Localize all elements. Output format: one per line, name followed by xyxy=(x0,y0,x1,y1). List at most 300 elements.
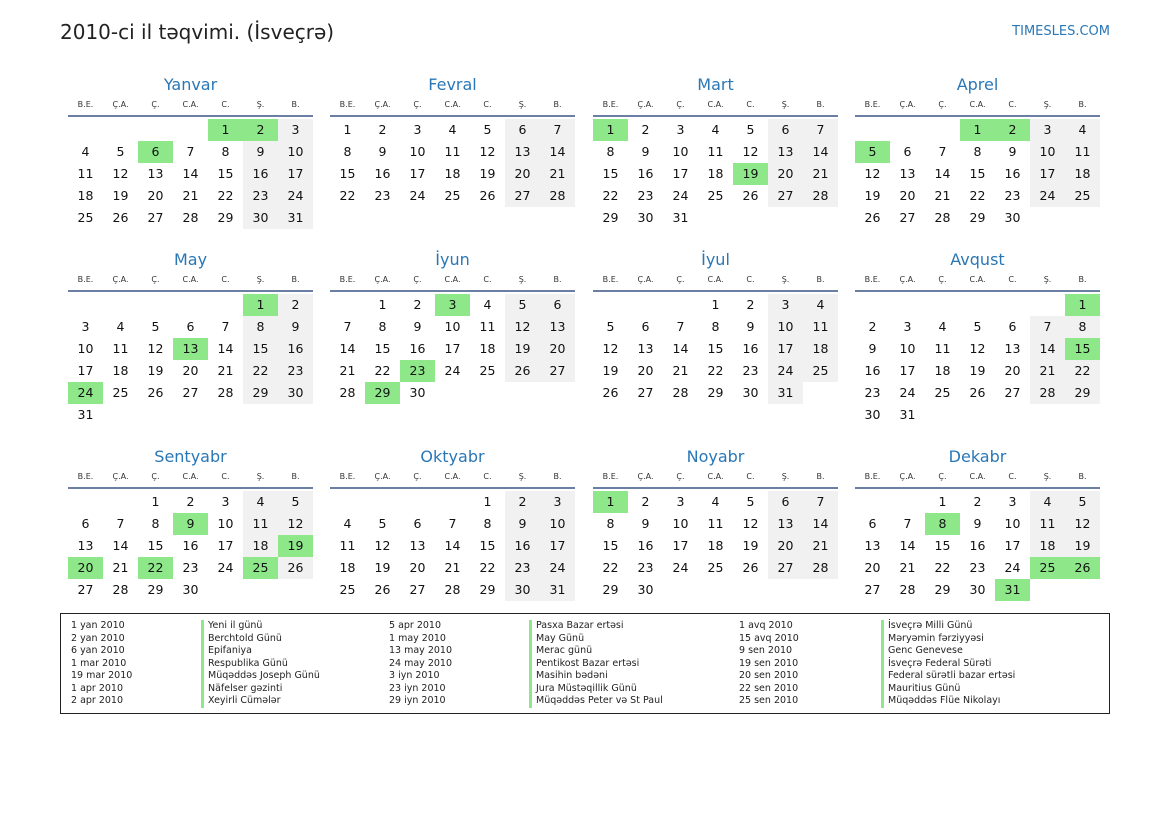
weekday-label: Ş. xyxy=(1043,472,1052,481)
day-cell: 8 xyxy=(973,144,982,159)
day-cell: 8 xyxy=(606,144,615,159)
legend-date: 1 mar 2010 xyxy=(71,657,127,669)
day-cell: 3 xyxy=(278,119,313,141)
day-cell: 30 xyxy=(505,579,540,601)
day-cell: 15 xyxy=(147,538,164,553)
day-cell: 7 xyxy=(448,516,457,531)
weekday-label: Ç. xyxy=(938,100,947,109)
weekday-label: Ş. xyxy=(518,275,527,284)
weekday-label: C.A. xyxy=(444,100,461,109)
day-cell: 11 xyxy=(77,166,94,181)
weekday-label: C. xyxy=(1008,472,1017,481)
day-cell: 16 xyxy=(505,535,540,557)
holiday-day-cell: 2 xyxy=(995,119,1030,141)
holiday-day-cell: 3 xyxy=(435,294,470,316)
day-cell: 3 xyxy=(221,494,230,509)
day-cell: 4 xyxy=(938,319,947,334)
day-cell: 31 xyxy=(768,382,803,404)
day-cell: 28 xyxy=(217,385,234,400)
weekday-header xyxy=(855,100,1100,112)
day-cell: 4 xyxy=(711,494,720,509)
day-cell: 10 xyxy=(672,144,689,159)
day-cell: 8 xyxy=(378,319,387,334)
day-cell: 20 xyxy=(540,338,575,360)
day-cell: 31 xyxy=(278,207,313,229)
day-cell: 22 xyxy=(602,560,619,575)
day-cell: 22 xyxy=(339,188,356,203)
legend-holiday-name: Berchtold Günü xyxy=(201,633,320,646)
day-cell: 8 xyxy=(606,516,615,531)
month-rule xyxy=(330,290,575,292)
day-cell: 5 xyxy=(746,122,755,137)
day-cell: 29 xyxy=(1065,382,1100,404)
day-cell: 19 xyxy=(742,538,759,553)
day-cell: 30 xyxy=(278,382,313,404)
weekday-label: Ş. xyxy=(518,100,527,109)
day-cell: 7 xyxy=(938,144,947,159)
day-cell: 14 xyxy=(803,513,838,535)
month-name: Avqust xyxy=(950,250,1005,269)
holiday-day-cell: 29 xyxy=(365,382,400,404)
day-cell: 24 xyxy=(540,557,575,579)
day-cell: 6 xyxy=(81,516,90,531)
day-cell: 1 xyxy=(343,122,352,137)
day-cell: 10 xyxy=(217,516,234,531)
weekday-header xyxy=(68,275,313,287)
day-cell: 5 xyxy=(505,294,540,316)
day-cell: 23 xyxy=(505,557,540,579)
day-cell: 12 xyxy=(602,341,619,356)
weekday-label: Ş. xyxy=(781,275,790,284)
day-cell: 10 xyxy=(672,516,689,531)
day-cell: 5 xyxy=(606,319,615,334)
day-cell: 3 xyxy=(81,319,90,334)
weekday-label: C. xyxy=(483,100,492,109)
legend-date: 22 sen 2010 xyxy=(739,682,799,694)
day-cell: 25 xyxy=(803,360,838,382)
day-cell: 30 xyxy=(637,210,654,225)
day-cell: 18 xyxy=(243,535,278,557)
weekday-label: Ç.A. xyxy=(899,275,916,284)
day-cell: 22 xyxy=(602,188,619,203)
day-cell: 4 xyxy=(803,294,838,316)
day-cell: 4 xyxy=(448,122,457,137)
day-cell: 29 xyxy=(602,210,619,225)
day-cell: 27 xyxy=(899,210,916,225)
day-cell: 29 xyxy=(969,210,986,225)
day-cell: 31 xyxy=(77,407,94,422)
legend-date: 2 apr 2010 xyxy=(71,695,124,706)
day-cell: 12 xyxy=(505,316,540,338)
day-cell: 26 xyxy=(147,385,164,400)
weekday-label: Ç.A. xyxy=(637,275,654,284)
day-cell: 25 xyxy=(479,363,496,378)
legend-holiday-name: Masihin bədəni xyxy=(529,670,663,683)
day-cell: 15 xyxy=(374,341,391,356)
weekday-label: B. xyxy=(1078,472,1087,481)
day-cell: 10 xyxy=(77,341,94,356)
weekday-header xyxy=(593,100,838,112)
day-cell: 9 xyxy=(641,516,650,531)
weekday-header xyxy=(330,100,575,112)
day-cell: 28 xyxy=(899,582,916,597)
day-cell: 10 xyxy=(409,144,426,159)
day-cell: 16 xyxy=(637,538,654,553)
day-cell: 27 xyxy=(147,210,164,225)
day-cell: 28 xyxy=(803,185,838,207)
weekday-label: Ç. xyxy=(151,100,160,109)
day-cell: 26 xyxy=(278,557,313,579)
weekday-label: Ş. xyxy=(1043,275,1052,284)
month-name: Sentyabr xyxy=(154,447,227,466)
legend-date: 2 yan 2010 xyxy=(71,632,125,644)
day-cell: 24 xyxy=(444,363,461,378)
day-cell: 8 xyxy=(483,516,492,531)
weekday-label: C.A. xyxy=(969,100,986,109)
day-cell: 21 xyxy=(1030,360,1065,382)
day-cell: 25 xyxy=(934,385,951,400)
weekday-label: B. xyxy=(553,275,562,284)
day-cell: 21 xyxy=(112,560,129,575)
day-cell: 18 xyxy=(77,188,94,203)
day-cell: 25 xyxy=(707,188,724,203)
holiday-day-cell: 20 xyxy=(68,557,103,579)
day-cell: 17 xyxy=(278,163,313,185)
weekday-label: C.A. xyxy=(969,275,986,284)
day-cell: 25 xyxy=(707,560,724,575)
day-cell: 31 xyxy=(899,407,916,422)
weekday-label: Ç. xyxy=(676,472,685,481)
day-cell: 27 xyxy=(864,582,881,597)
day-cell: 12 xyxy=(479,144,496,159)
day-cell: 12 xyxy=(864,166,881,181)
month-name: May xyxy=(173,250,208,269)
day-cell: 26 xyxy=(742,188,759,203)
holiday-day-cell: 1 xyxy=(1065,294,1100,316)
weekday-label: Ş. xyxy=(256,472,265,481)
day-cell: 1 xyxy=(151,494,160,509)
weekday-label: C. xyxy=(1008,100,1017,109)
day-cell: 3 xyxy=(768,294,803,316)
day-cell: 10 xyxy=(444,319,461,334)
month-rule xyxy=(68,487,313,489)
day-cell: 13 xyxy=(409,538,426,553)
holiday-day-cell: 31 xyxy=(995,579,1030,601)
day-cell: 5 xyxy=(1065,491,1100,513)
day-cell: 6 xyxy=(540,294,575,316)
day-cell: 28 xyxy=(934,210,951,225)
day-cell: 6 xyxy=(186,319,195,334)
day-cell: 17 xyxy=(77,363,94,378)
day-cell: 17 xyxy=(217,538,234,553)
weekday-label: C.A. xyxy=(707,275,724,284)
weekday-label: B.E. xyxy=(77,100,94,109)
day-cell: 13 xyxy=(77,538,94,553)
legend-name-column xyxy=(881,620,1015,708)
day-cell: 20 xyxy=(147,188,164,203)
weekday-label: Ç.A. xyxy=(112,275,129,284)
weekday-label: B. xyxy=(553,472,562,481)
day-cell: 5 xyxy=(746,494,755,509)
day-cell: 27 xyxy=(1004,385,1021,400)
month-name: Aprel xyxy=(956,75,999,94)
holiday-day-cell: 1 xyxy=(593,491,628,513)
day-cell: 12 xyxy=(1065,513,1100,535)
day-cell: 3 xyxy=(413,122,422,137)
legend-date: 5 apr 2010 xyxy=(389,620,442,631)
day-cell: 28 xyxy=(182,210,199,225)
day-cell: 31 xyxy=(672,210,689,225)
day-cell: 3 xyxy=(676,494,685,509)
day-cell: 4 xyxy=(116,319,125,334)
legend-holiday-name: Epifaniya xyxy=(201,645,320,658)
day-cell: 20 xyxy=(768,163,803,185)
day-cell: 19 xyxy=(602,363,619,378)
day-cell: 21 xyxy=(540,163,575,185)
day-cell: 11 xyxy=(339,538,356,553)
day-cell: 18 xyxy=(444,166,461,181)
day-cell: 2 xyxy=(378,122,387,137)
day-cell: 23 xyxy=(864,385,881,400)
day-cell: 23 xyxy=(374,188,391,203)
day-cell: 8 xyxy=(711,319,720,334)
day-cell: 25 xyxy=(112,385,129,400)
day-cell: 11 xyxy=(803,316,838,338)
day-cell: 9 xyxy=(378,144,387,159)
month-rule xyxy=(68,290,313,292)
weekday-label: B.E. xyxy=(864,100,881,109)
day-cell: 11 xyxy=(243,513,278,535)
weekday-label: Ç. xyxy=(938,275,947,284)
day-cell: 23 xyxy=(637,188,654,203)
weekday-label: Ç.A. xyxy=(899,100,916,109)
legend-holiday-name: Näfelser gəzinti xyxy=(201,683,320,696)
day-cell: 11 xyxy=(707,144,724,159)
legend-holiday-name: Mauritius Günü xyxy=(881,683,1015,696)
day-cell: 20 xyxy=(505,163,540,185)
legend-date: 6 yan 2010 xyxy=(71,645,125,656)
day-cell: 12 xyxy=(112,166,129,181)
weekday-label: C.A. xyxy=(182,472,199,481)
month-name: Dekabr xyxy=(948,447,1007,466)
day-cell: 7 xyxy=(803,119,838,141)
day-cell: 7 xyxy=(116,516,125,531)
day-cell: 19 xyxy=(1065,535,1100,557)
day-cell: 15 xyxy=(602,166,619,181)
day-cell: 22 xyxy=(479,560,496,575)
weekday-label: B.E. xyxy=(77,472,94,481)
day-cell: 22 xyxy=(969,188,986,203)
day-cell: 21 xyxy=(182,188,199,203)
day-cell: 5 xyxy=(116,144,125,159)
day-cell: 12 xyxy=(969,341,986,356)
day-cell: 13 xyxy=(1004,341,1021,356)
day-cell: 11 xyxy=(444,144,461,159)
day-cell: 4 xyxy=(711,122,720,137)
day-cell: 18 xyxy=(479,341,496,356)
day-cell: 11 xyxy=(1030,513,1065,535)
day-cell: 23 xyxy=(637,560,654,575)
weekday-label: B.E. xyxy=(602,275,619,284)
day-cell: 25 xyxy=(1065,185,1100,207)
day-cell: 13 xyxy=(899,166,916,181)
weekday-label: Ç. xyxy=(676,100,685,109)
day-cell: 19 xyxy=(147,363,164,378)
day-cell: 30 xyxy=(243,207,278,229)
day-cell: 16 xyxy=(243,163,278,185)
day-cell: 7 xyxy=(221,319,230,334)
weekday-label: Ç. xyxy=(413,472,422,481)
legend-date: 1 yan 2010 xyxy=(71,620,125,631)
day-cell: 16 xyxy=(182,538,199,553)
weekday-label: B.E. xyxy=(864,275,881,284)
day-cell: 27 xyxy=(540,360,575,382)
day-cell: 26 xyxy=(479,188,496,203)
weekday-label: Ç.A. xyxy=(637,472,654,481)
weekday-label: Ç. xyxy=(938,472,947,481)
weekday-label: Ç.A. xyxy=(899,472,916,481)
legend-holiday-name: Yeni il günü xyxy=(201,620,320,633)
day-cell: 15 xyxy=(602,538,619,553)
holiday-day-cell: 19 xyxy=(733,163,768,185)
legend-holiday-name: Pasxa Bazar ertəsi xyxy=(529,620,663,633)
day-cell: 12 xyxy=(278,513,313,535)
day-cell: 5 xyxy=(378,516,387,531)
day-cell: 10 xyxy=(540,513,575,535)
day-cell: 6 xyxy=(768,119,803,141)
site-link[interactable]: TIMESLES.COM xyxy=(1012,24,1110,39)
day-cell: 2 xyxy=(278,294,313,316)
day-cell: 9 xyxy=(505,513,540,535)
legend-holiday-name: Müqəddəs Joseph Günü xyxy=(201,670,320,683)
legend-holiday-name: Müqəddəs Flüe Nikolayı xyxy=(881,695,1015,708)
day-cell: 28 xyxy=(339,385,356,400)
legend-date: 25 sen 2010 xyxy=(739,695,799,706)
day-cell: 4 xyxy=(1030,491,1065,513)
day-cell: 17 xyxy=(540,535,575,557)
day-cell: 9 xyxy=(413,319,422,334)
day-cell: 24 xyxy=(899,385,916,400)
day-cell: 9 xyxy=(243,141,278,163)
day-cell: 20 xyxy=(1004,363,1021,378)
weekday-label: C.A. xyxy=(969,472,986,481)
holiday-day-cell: 25 xyxy=(1030,557,1065,579)
day-cell: 18 xyxy=(1065,163,1100,185)
day-cell: 21 xyxy=(217,363,234,378)
month-name: Mart xyxy=(697,75,734,94)
day-cell: 15 xyxy=(934,538,951,553)
day-cell: 27 xyxy=(768,557,803,579)
day-cell: 17 xyxy=(768,338,803,360)
day-cell: 4 xyxy=(343,516,352,531)
day-cell: 1 xyxy=(711,297,720,312)
day-cell: 22 xyxy=(1065,360,1100,382)
day-cell: 29 xyxy=(147,582,164,597)
day-cell: 24 xyxy=(1004,560,1021,575)
legend-date-column xyxy=(389,620,452,708)
day-cell: 14 xyxy=(672,341,689,356)
month-rule xyxy=(68,115,313,117)
day-cell: 6 xyxy=(768,491,803,513)
day-cell: 11 xyxy=(112,341,129,356)
legend-holiday-name: Pentikost Bazar ertəsi xyxy=(529,658,663,671)
legend-date: 3 iyn 2010 xyxy=(389,670,440,681)
day-cell: 16 xyxy=(374,166,391,181)
weekday-label: C.A. xyxy=(444,275,461,284)
day-cell: 12 xyxy=(742,516,759,531)
day-cell: 18 xyxy=(803,338,838,360)
day-cell: 13 xyxy=(147,166,164,181)
day-cell: 14 xyxy=(899,538,916,553)
weekday-header xyxy=(68,472,313,484)
weekday-label: Ç. xyxy=(413,275,422,284)
legend-holiday-name: Federal sürətli bazar ertəsi xyxy=(881,670,1015,683)
day-cell: 20 xyxy=(637,363,654,378)
weekday-label: Ç. xyxy=(151,472,160,481)
weekday-label: Ç. xyxy=(676,275,685,284)
day-cell: 2 xyxy=(746,297,755,312)
weekday-header xyxy=(593,472,838,484)
day-cell: 26 xyxy=(864,210,881,225)
day-cell: 17 xyxy=(899,363,916,378)
holiday-day-cell: 1 xyxy=(243,294,278,316)
day-cell: 30 xyxy=(1004,210,1021,225)
holiday-day-cell: 24 xyxy=(68,382,103,404)
day-cell: 21 xyxy=(339,363,356,378)
day-cell: 29 xyxy=(707,385,724,400)
day-cell: 25 xyxy=(77,210,94,225)
day-cell: 12 xyxy=(742,144,759,159)
weekday-label: C. xyxy=(483,472,492,481)
day-cell: 6 xyxy=(903,144,912,159)
day-cell: 17 xyxy=(672,166,689,181)
holiday-day-cell: 1 xyxy=(593,119,628,141)
day-cell: 28 xyxy=(540,185,575,207)
legend-date: 20 sen 2010 xyxy=(739,670,799,681)
weekday-header xyxy=(330,275,575,287)
day-cell: 25 xyxy=(444,188,461,203)
day-cell: 13 xyxy=(768,141,803,163)
legend-date: 19 sen 2010 xyxy=(739,657,799,669)
day-cell: 2 xyxy=(641,494,650,509)
day-cell: 23 xyxy=(278,360,313,382)
day-cell: 14 xyxy=(182,166,199,181)
legend-date: 24 may 2010 xyxy=(389,657,453,669)
legend-date: 9 sen 2010 xyxy=(739,645,793,656)
day-cell: 14 xyxy=(339,341,356,356)
holiday-day-cell: 15 xyxy=(1065,338,1100,360)
weekday-label: B. xyxy=(291,100,300,109)
day-cell: 24 xyxy=(672,188,689,203)
day-cell: 29 xyxy=(934,582,951,597)
day-cell: 10 xyxy=(1004,516,1021,531)
day-cell: 14 xyxy=(540,141,575,163)
day-cell: 23 xyxy=(243,185,278,207)
legend-date: 15 avq 2010 xyxy=(739,632,799,644)
day-cell: 7 xyxy=(540,119,575,141)
day-cell: 15 xyxy=(217,166,234,181)
day-cell: 21 xyxy=(672,363,689,378)
day-cell: 1 xyxy=(938,494,947,509)
day-cell: 10 xyxy=(1030,141,1065,163)
day-cell: 21 xyxy=(803,535,838,557)
day-cell: 11 xyxy=(479,319,496,334)
legend-holiday-name: Genc Genevese xyxy=(881,645,1015,658)
day-cell: 30 xyxy=(742,385,759,400)
legend-name-column xyxy=(201,620,320,708)
month-name: İyul xyxy=(701,250,730,269)
day-cell: 20 xyxy=(899,188,916,203)
